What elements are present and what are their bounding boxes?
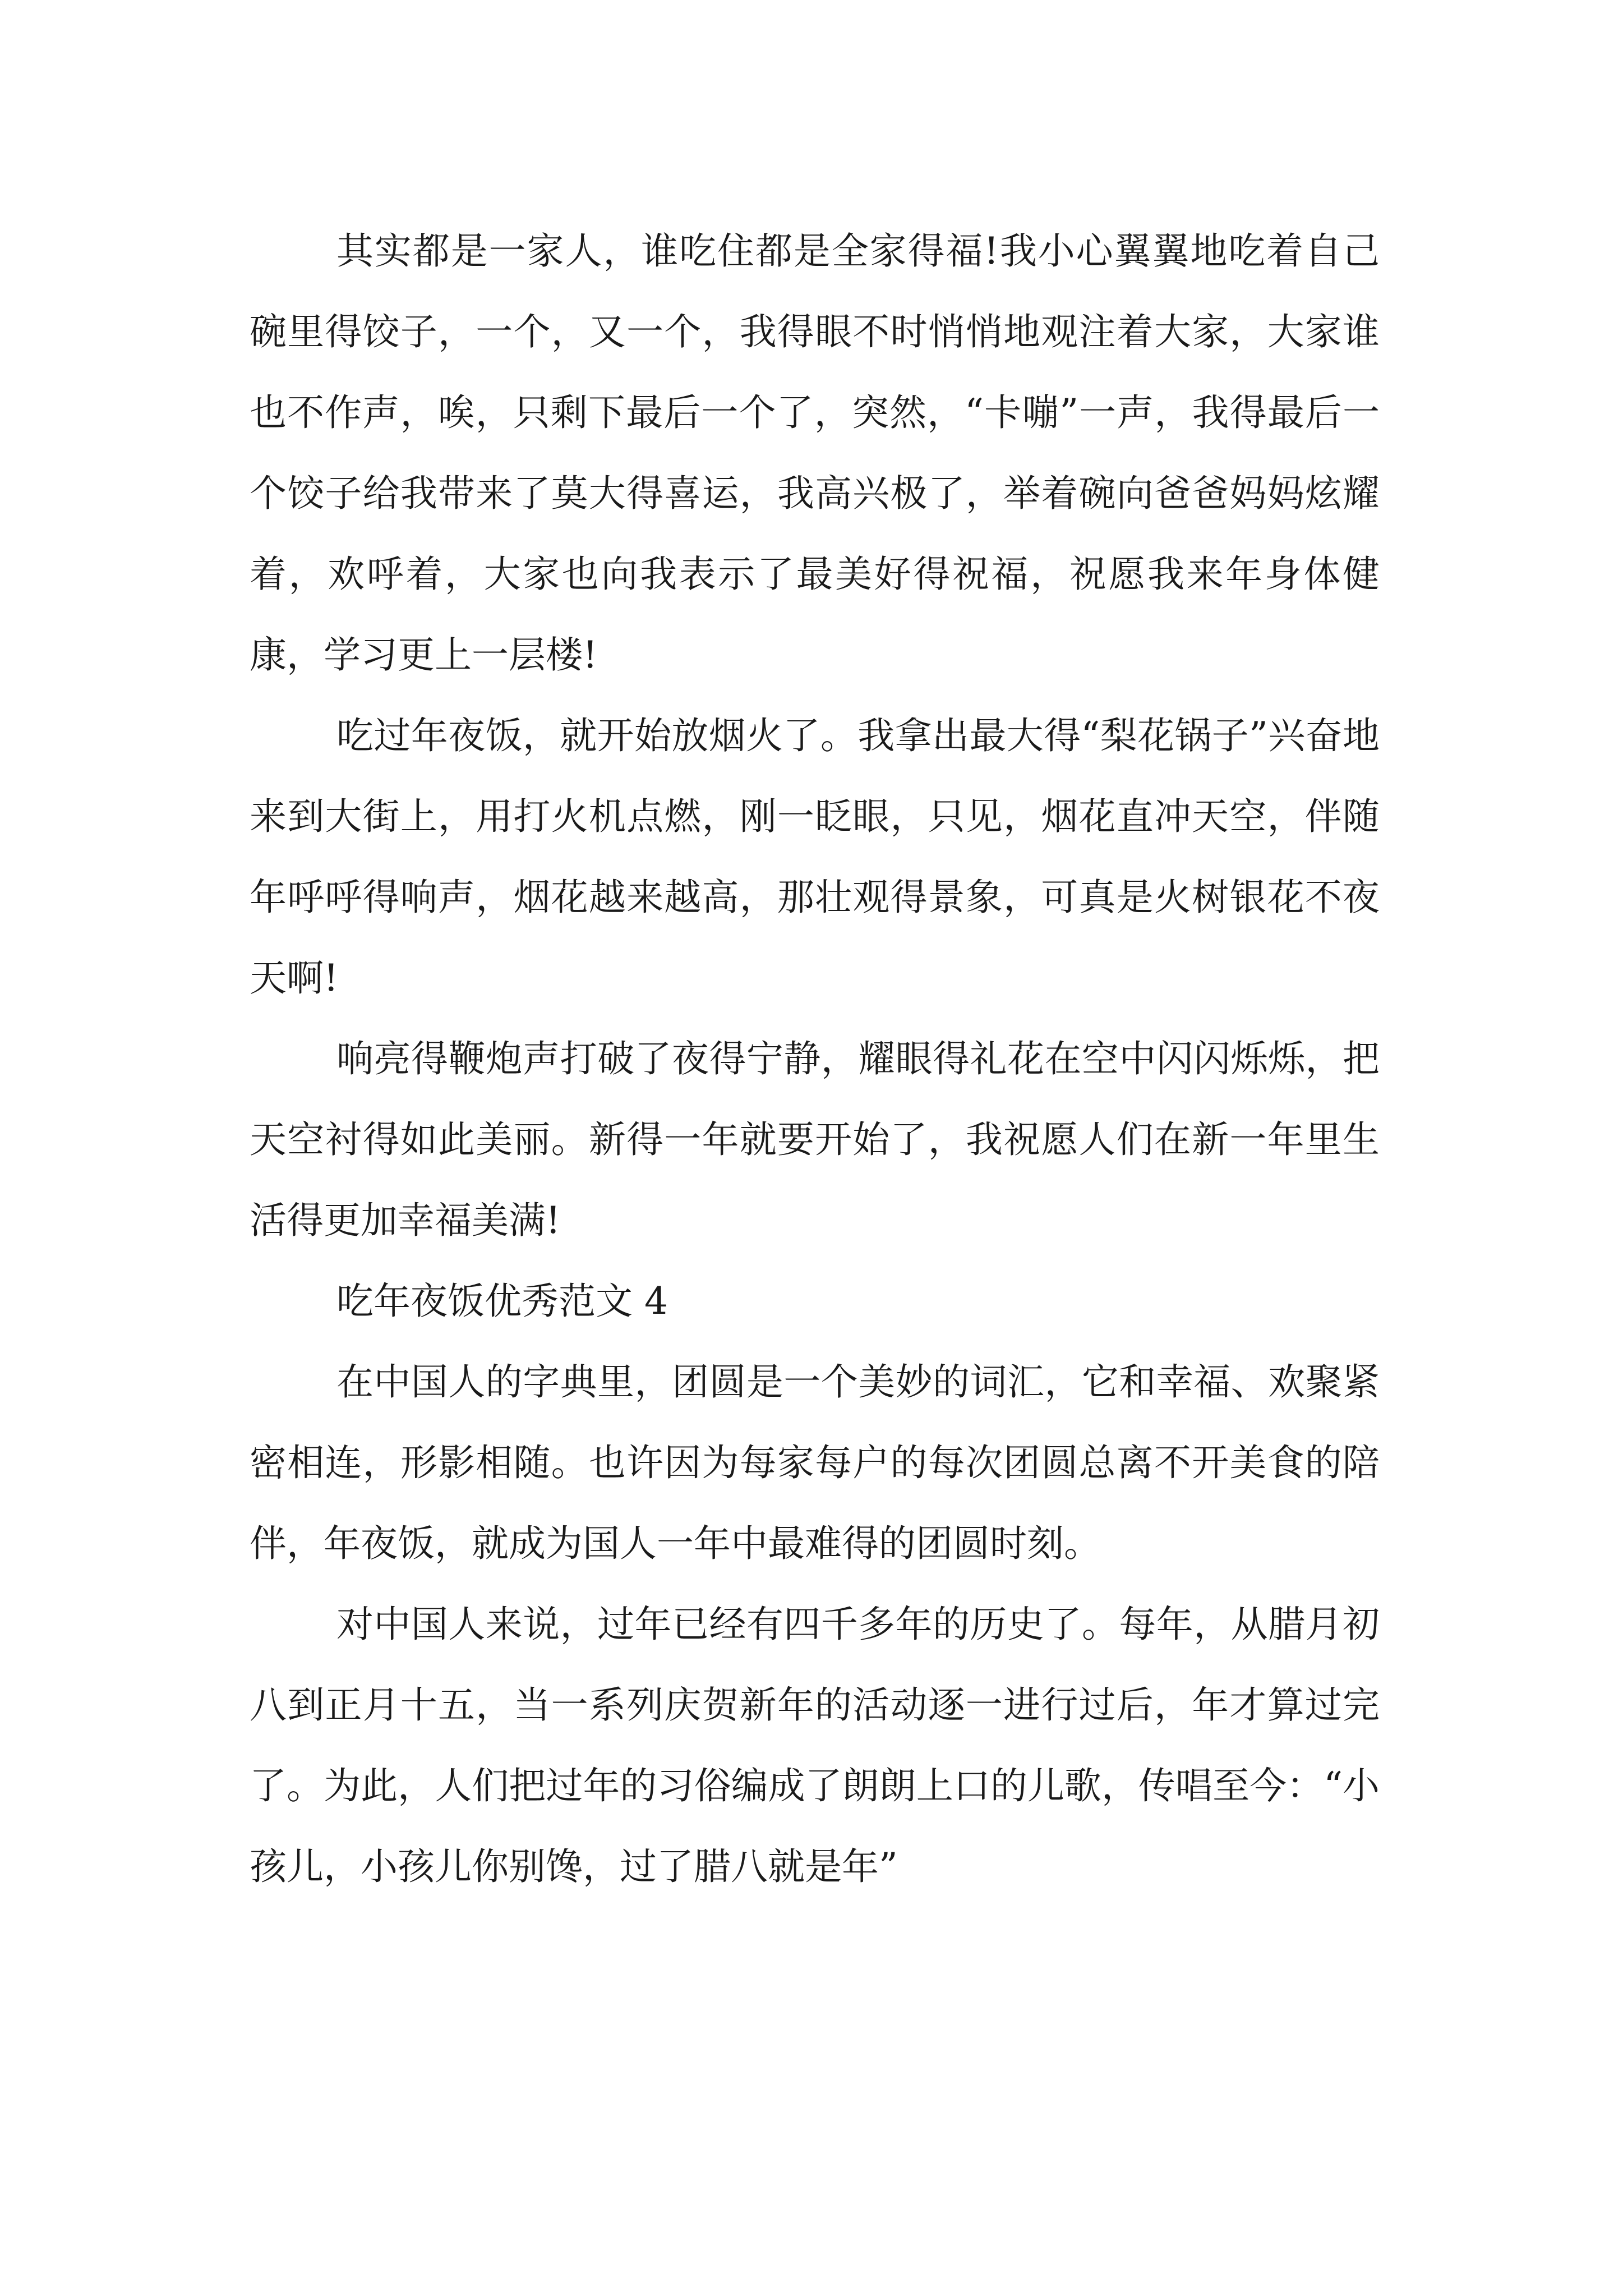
- paragraph-fireworks: 吃过年夜饭，就开始放烟火了。我拿出最大得“梨花锅子”兴奋地来到大街上，用打火机点燃，刚一眨眼，只见，烟花直冲天空，伴随年呼呼得响声，烟花越来越高，那壮观得景象，可真是火树银花不夜天啊!: [250, 714, 1380, 1000]
- paragraph-dumpling-luck: 其实都是一家人，谁吃住都是全家得福!我小心翼翼地吃着自己碗里得饺子，一个，又一个，我得眼不时悄悄地观注着大家，大家谁也不作声，唉，只剩下最后一个了，突然，“卡嘣”一声，我得最后一个饺子给我带来了莫大得喜运，我高兴极了，举着碗向爸爸妈妈炫耀着，欢呼着，大家也向我表示了最美好得祝福，祝愿我来年身体健康，学习更上一层楼!: [250, 229, 1380, 677]
- paragraph-new-year-wish: 响亮得鞭炮声打破了夜得宁静，耀眼得礼花在空中闪闪烁烁，把天空衬得如此美丽。新得一年就要开始了，我祝愿人们在新一年里生活得更加幸福美满!: [250, 1037, 1380, 1242]
- section-title: 吃年夜饭优秀范文 4: [336, 1280, 668, 1323]
- paragraph-reunion: 在中国人的字典里，团圆是一个美妙的词汇，它和幸福、欢聚紧密相连，形影相随。也许因为每家每户的每次团圆总离不开美食的陪伴，年夜饭，就成为国人一年中最难得的团圆时刻。: [250, 1360, 1380, 1565]
- document-body: [250, 211, 1380, 1907]
- paragraph-history: 对中国人来说，过年已经有四千多年的历史了。每年，从腊月初八到正月十五，当一系列庆贺新年的活动逐一进行过后，年才算过完了。为此，人们把过年的习俗编成了朗朗上口的儿歌，传唱至今：“小孩儿，小孩儿你别馋，过了腊八就是年”: [250, 1603, 1380, 1888]
